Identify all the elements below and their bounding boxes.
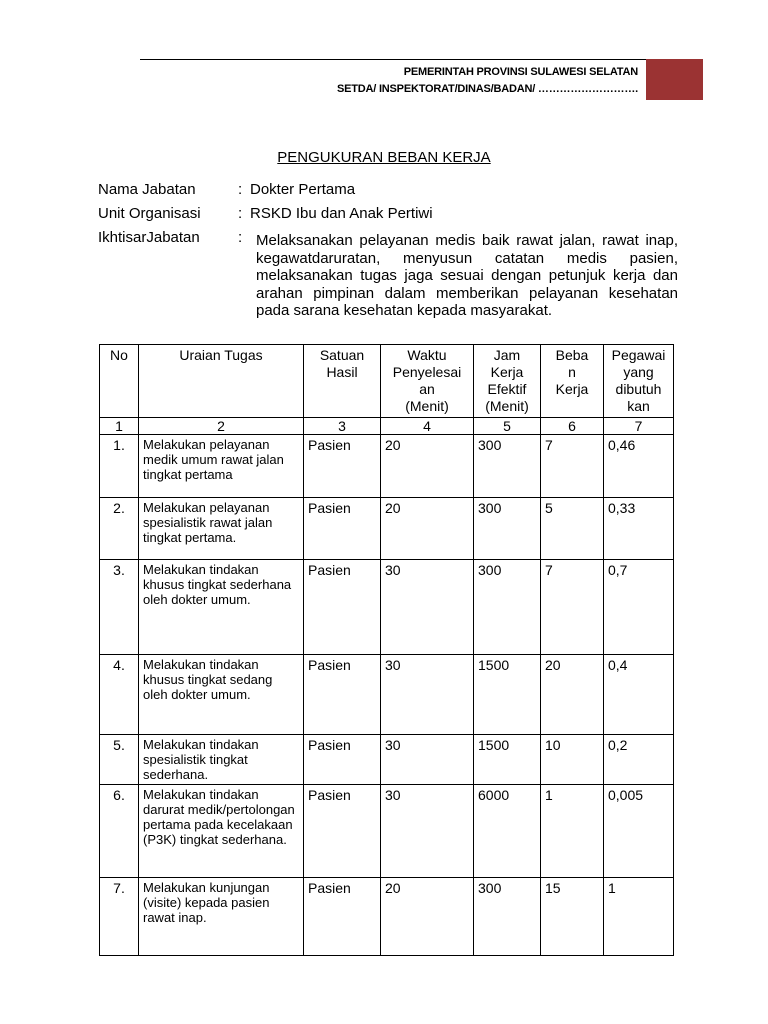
column-number-row xyxy=(100,418,674,435)
cell-time: 20 xyxy=(381,878,474,956)
cell-task: Melakukan tindakan darurat medik/pertolongan pertama pada kecelakaan (P3K) tingkat sederhana. xyxy=(139,785,304,878)
info-value: RSKD Ibu dan Anak Pertiwi xyxy=(250,205,433,222)
cell-hours: 1500 xyxy=(474,655,541,735)
header-cell-load xyxy=(541,345,604,418)
cell-time: 20 xyxy=(381,498,474,560)
column-number: 5 xyxy=(474,418,541,435)
cell-unit: Pasien xyxy=(304,785,381,878)
cell-no: 1. xyxy=(100,435,139,498)
cell-load: 5 xyxy=(541,498,604,560)
table-header-row xyxy=(100,345,674,418)
cell-load: 10 xyxy=(541,735,604,785)
cell-task: Melakukan pelayanan spesialistik rawat jalan tingkat pertama. xyxy=(139,498,304,560)
cell-hours: 6000 xyxy=(474,785,541,878)
header-accent-box xyxy=(646,59,703,100)
header-line: Satuan xyxy=(319,347,365,363)
cell-unit: Pasien xyxy=(304,560,381,655)
cell-no: 2. xyxy=(100,498,139,560)
cell-task: Melakukan tindakan spesialistik tingkat sederhana. xyxy=(139,735,304,785)
header-line: yang xyxy=(623,364,654,380)
header-line: n xyxy=(568,364,576,380)
cell-task: Melakukan pelayanan medik umum rawat jalan tingkat pertama xyxy=(139,435,304,498)
cell-unit: Pasien xyxy=(304,435,381,498)
cell-staff: 0,33 xyxy=(604,498,674,560)
cell-hours: 300 xyxy=(474,560,541,655)
header-cell-staff xyxy=(604,345,674,418)
table-row xyxy=(100,878,674,956)
cell-staff: 0,2 xyxy=(604,735,674,785)
column-number: 3 xyxy=(304,418,381,435)
header-rule xyxy=(140,59,646,60)
cell-no: 6. xyxy=(100,785,139,878)
cell-staff: 1 xyxy=(604,878,674,956)
header-cell-time xyxy=(381,345,474,418)
info-label: Nama Jabatan xyxy=(98,181,196,198)
header-line: Beba xyxy=(555,347,589,363)
cell-hours: 1500 xyxy=(474,735,541,785)
cell-load: 20 xyxy=(541,655,604,735)
info-value: Dokter Pertama xyxy=(250,181,356,198)
cell-task: Melakukan tindakan khusus tingkat sederhana oleh dokter umum. xyxy=(139,560,304,655)
header-line: an xyxy=(419,381,435,397)
header-line: (Menit) xyxy=(485,398,529,414)
cell-no: 4. xyxy=(100,655,139,735)
cell-task: Melakukan tindakan khusus tingkat sedang oleh dokter umum. xyxy=(139,655,304,735)
cell-unit: Pasien xyxy=(304,735,381,785)
cell-unit: Pasien xyxy=(304,878,381,956)
cell-time: 30 xyxy=(381,560,474,655)
header-line: Hasil xyxy=(326,364,358,380)
cell-task: Melakukan kunjungan (visite) kepada pasien rawat inap. xyxy=(139,878,304,956)
cell-unit: Pasien xyxy=(304,498,381,560)
header-line: Jam xyxy=(493,347,521,363)
cell-load: 15 xyxy=(541,878,604,956)
cell-hours: 300 xyxy=(474,878,541,956)
column-number: 7 xyxy=(604,418,674,435)
cell-no: 5. xyxy=(100,735,139,785)
header-line: Kerja xyxy=(555,381,589,397)
header-cell-unit xyxy=(304,345,381,418)
table-row xyxy=(100,785,674,878)
column-number: 1 xyxy=(100,418,139,435)
cell-time: 30 xyxy=(381,655,474,735)
header-cell-hours xyxy=(474,345,541,418)
header-line-1: PEMERINTAH PROVINSI SULAWESI SELATAN xyxy=(403,66,638,78)
cell-no: 3. xyxy=(100,560,139,655)
info-colon: : xyxy=(238,205,243,222)
column-number: 4 xyxy=(381,418,474,435)
page-title: PENGUKURAN BEBAN KERJA xyxy=(277,149,491,166)
cell-load: 1 xyxy=(541,785,604,878)
header-line: dibutuh xyxy=(615,381,662,397)
cell-unit: Pasien xyxy=(304,655,381,735)
document-header xyxy=(337,64,638,98)
header-line: Uraian Tugas xyxy=(179,347,263,363)
header-cell-no xyxy=(100,345,139,418)
cell-staff: 0,46 xyxy=(604,435,674,498)
header-line: Waktu xyxy=(407,347,447,363)
cell-staff: 0,4 xyxy=(604,655,674,735)
workload-table xyxy=(99,344,674,956)
cell-staff: 0,7 xyxy=(604,560,674,655)
table-row xyxy=(100,498,674,560)
cell-hours: 300 xyxy=(474,435,541,498)
info-label: IkhtisarJabatan xyxy=(98,229,200,246)
cell-staff: 0,005 xyxy=(604,785,674,878)
job-summary-text: Melaksanakan pelayanan medis baik rawat jalan, rawat inap, kegawatdaruratan, menyusun catatan medis pasien, melaksanakan tugas jaga sesuai dengan petunjuk kerja dan arahan pimpinan dalam memberikan pelayanan kesehatan pada sarana kesehatan kepada masyarakat. xyxy=(256,232,678,319)
header-line: (Menit) xyxy=(405,398,449,414)
header-cell-task xyxy=(139,345,304,418)
header-line: Kerja xyxy=(490,364,524,380)
cell-load: 7 xyxy=(541,560,604,655)
cell-load: 7 xyxy=(541,435,604,498)
header-line: Efektif xyxy=(487,381,527,397)
cell-time: 30 xyxy=(381,735,474,785)
info-colon: : xyxy=(238,181,243,198)
info-colon: : xyxy=(238,229,243,246)
column-number: 6 xyxy=(541,418,604,435)
header-line: kan xyxy=(627,398,650,414)
header-line-2: SETDA/ INSPEKTORAT/DINAS/BADAN/ ………………………. xyxy=(336,83,638,95)
cell-hours: 300 xyxy=(474,498,541,560)
column-number: 2 xyxy=(139,418,304,435)
cell-time: 20 xyxy=(381,435,474,498)
table-row xyxy=(100,560,674,655)
cell-time: 30 xyxy=(381,785,474,878)
header-line: Pegawai xyxy=(611,347,666,363)
header-line: Penyelesai xyxy=(392,364,462,380)
table-row xyxy=(100,735,674,785)
table-row xyxy=(100,435,674,498)
info-label: Unit Organisasi xyxy=(98,205,201,222)
table-row xyxy=(100,655,674,735)
cell-no: 7. xyxy=(100,878,139,956)
header-line: No xyxy=(110,347,128,363)
